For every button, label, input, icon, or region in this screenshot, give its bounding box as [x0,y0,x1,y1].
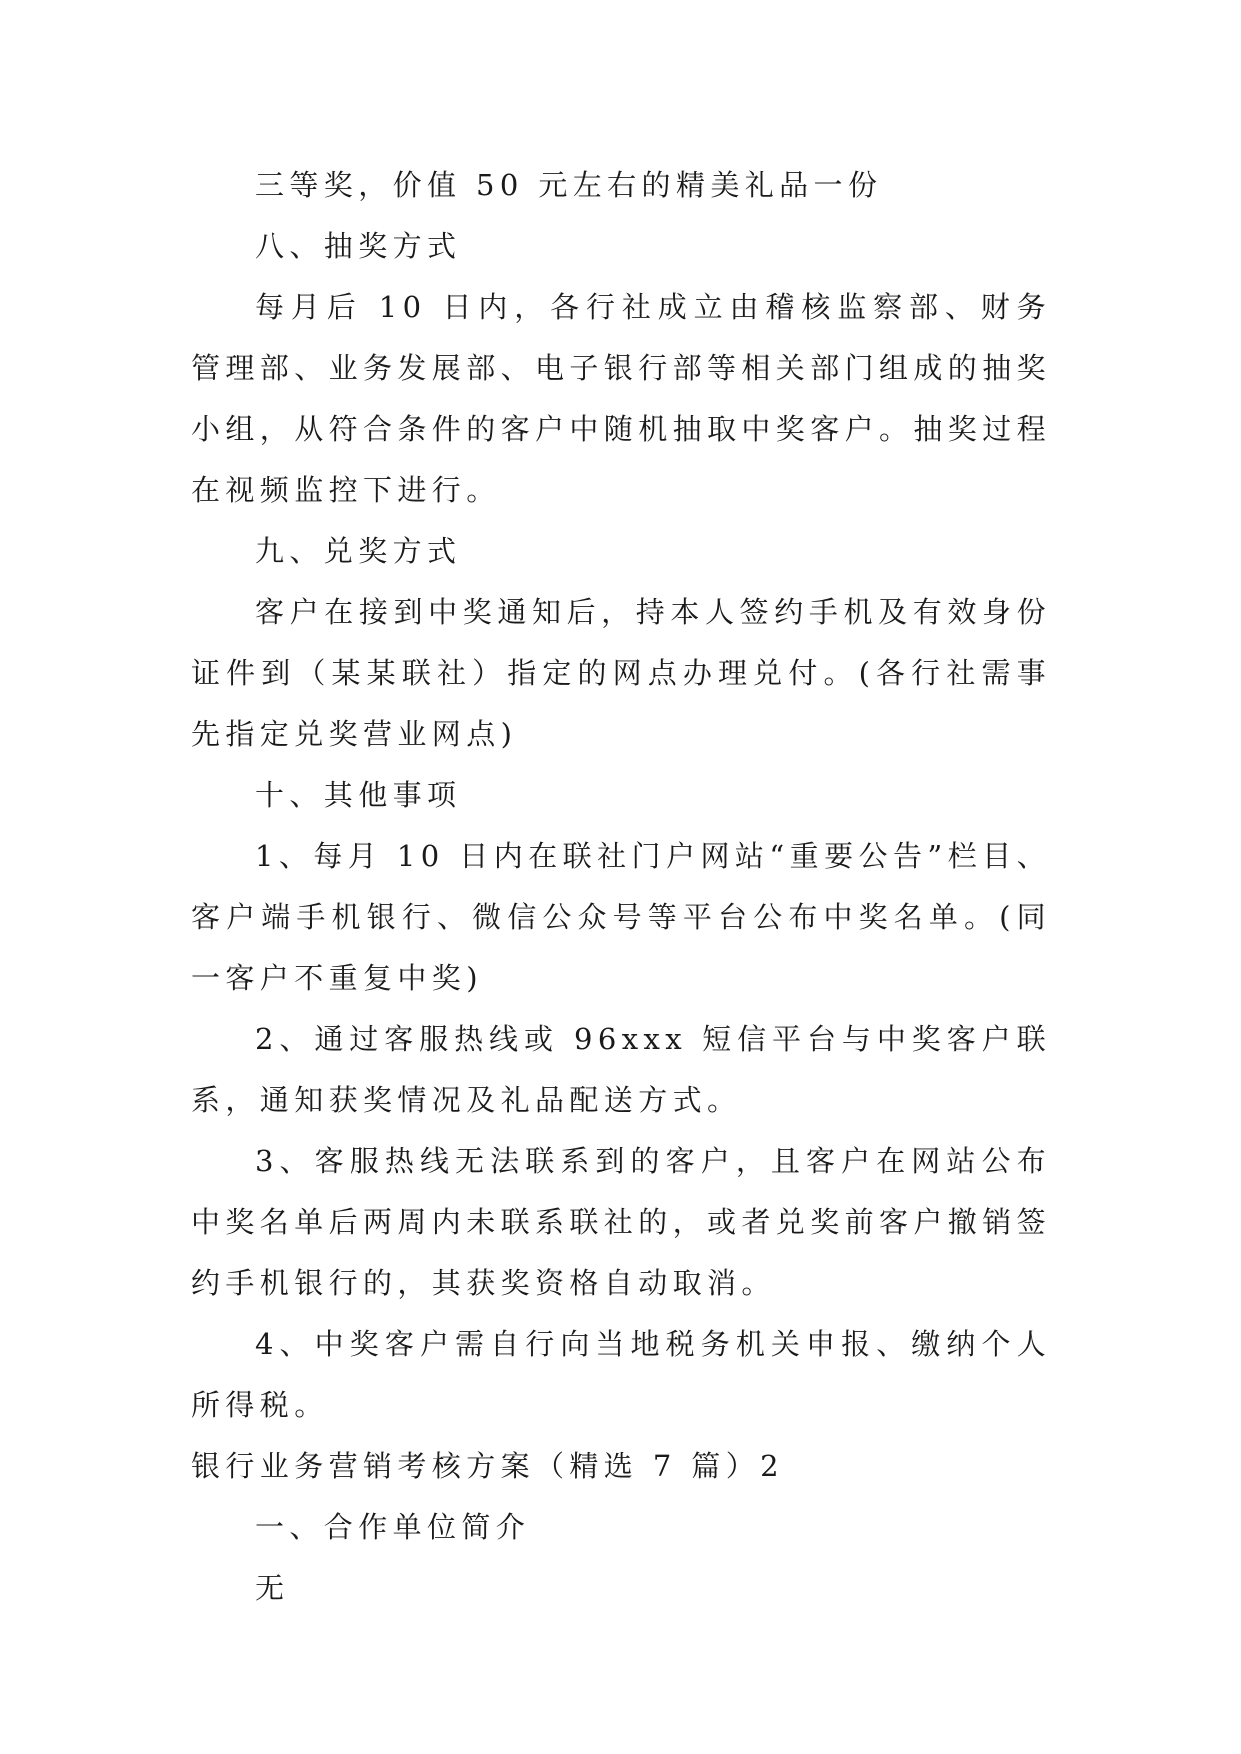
draw-method-paragraph: 每月后 10 日内，各行社成立由稽核监察部、财务管理部、业务发展部、电子银行部等相关部门组成的抽奖小组，从符合条件的客户中随机抽取中奖客户。抽奖过程在视频监控下进行。 [191,290,1052,507]
section-heading-draw-method: 八、抽奖方式 [255,229,462,263]
section-heading-other-matters: 十、其他事项 [255,778,462,812]
other-matters-item-4: 4、中奖客户需自行向当地税务机关申报、缴纳个人所得税。 [191,1327,1051,1422]
other-matters-item-3: 3、客服热线无法联系到的客户，且客户在网站公布中奖名单后两周内未联系联社的，或者兑奖前客户撤销签约手机银行的，其获奖资格自动取消。 [191,1144,1052,1300]
document-title: 银行业务营销考核方案（精选 7 篇）2 [191,1449,784,1483]
other-matters-item-2: 2、通过客服热线或 96xxx 短信平台与中奖客户联系，通知获奖情况及礼品配送方式。 [191,1022,1051,1117]
section-heading-redeem-method: 九、兑奖方式 [255,534,462,568]
prize-third-paragraph: 三等奖，价值 50 元左右的精美礼品一份 [255,168,883,202]
document-body [191,155,1051,1619]
redeem-method-paragraph: 客户在接到中奖通知后，持本人签约手机及有效身份证件到（某某联社）指定的网点办理兑付。(各行社需事先指定兑奖营业网点) [191,595,1051,751]
section-heading-partner-intro: 一、合作单位简介 [255,1510,531,1544]
partner-intro-paragraph: 无 [255,1571,290,1605]
other-matters-item-1: 1、每月 10 日内在联社门户网站“重要公告”栏目、客户端手机银行、微信公众号等平台公布中奖名单。(同一客户不重复中奖) [191,839,1051,995]
